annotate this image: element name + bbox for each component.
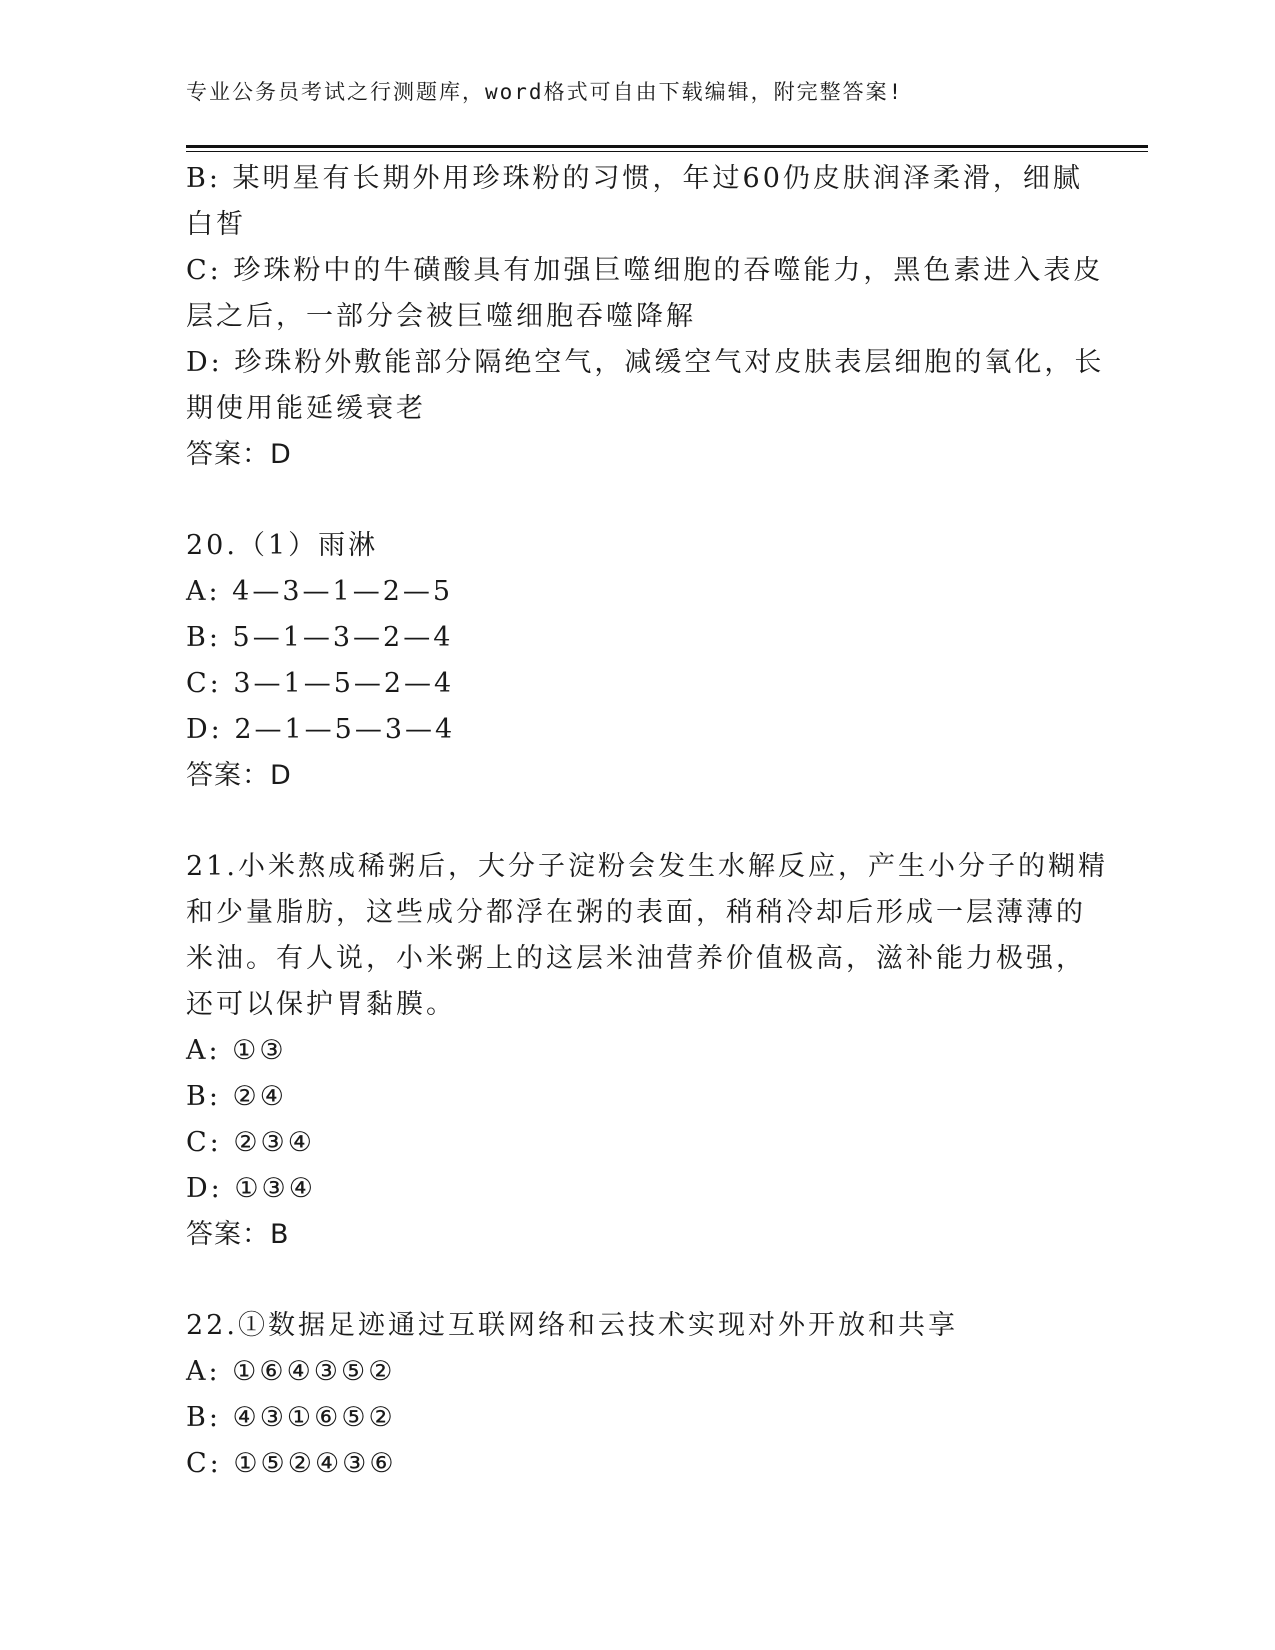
q20-answer: 答案：D (186, 760, 292, 791)
q19-option-d-line2: 期使用能延缓衰老 (186, 393, 426, 424)
spacer (186, 799, 1086, 844)
q21-option-b: B: ②④ (186, 1081, 287, 1112)
q19-option-d-line1: D: 珍珠粉外敷能部分隔绝空气，减缓空气对皮肤表层细胞的氧化，长 (186, 347, 1105, 378)
q21-answer: 答案：B (186, 1219, 290, 1250)
q19-option-c-line1: C: 珍珠粉中的牛磺酸具有加强巨噬细胞的吞噬能力，黑色素进入表皮 (186, 255, 1104, 286)
q22-option-b: B: ④③①⑥⑤② (186, 1402, 396, 1433)
header-rule-thin (186, 151, 1148, 152)
q21-stem-line1: 21.小米熬成稀粥后，大分子淀粉会发生水解反应，产生小分子的糊精 (186, 851, 1108, 882)
q20-option-d: D: 2—1—5—3—4 (186, 714, 456, 745)
q19-option-c-line2: 层之后，一部分会被巨噬细胞吞噬降解 (186, 301, 696, 332)
q20-option-a: A: 4—3—1—2—5 (186, 576, 454, 607)
q20-option-c: C: 3—1—5—2—4 (186, 668, 455, 699)
q21-option-c: C: ②③④ (186, 1127, 315, 1158)
q21-stem-line4: 还可以保护胃黏膜。 (186, 989, 456, 1020)
q22-option-a: A: ①⑥④③⑤② (186, 1356, 396, 1387)
q20-stem: 20.（1）雨淋 (186, 530, 379, 561)
q21-option-d: D: ①③④ (186, 1173, 316, 1204)
question-content (186, 156, 1108, 1487)
q21-stem-line3: 米油。有人说，小米粥上的这层米油营养价值极高，滋补能力极强， (186, 943, 1086, 974)
page-header: 专业公务员考试之行测题库，word格式可自由下载编辑，附完整答案! (186, 80, 904, 104)
spacer (186, 478, 1086, 523)
header-rule-thick (186, 145, 1148, 148)
q19-option-b-line1: B: 某明星有长期外用珍珠粉的习惯，年过60仍皮肤润泽柔滑，细腻 (186, 163, 1083, 194)
q20-option-b: B: 5—1—3—2—4 (186, 622, 454, 653)
spacer (186, 1258, 1086, 1303)
q19-option-b-line2: 白皙 (186, 209, 246, 240)
q22-stem: 22.①数据足迹通过互联网络和云技术实现对外开放和共享 (186, 1310, 958, 1341)
q21-option-a: A: ①③ (186, 1035, 287, 1066)
q22-option-c: C: ①⑤②④③⑥ (186, 1448, 397, 1479)
q19-answer: 答案：D (186, 439, 292, 470)
q21-stem-line2: 和少量脂肪，这些成分都浮在粥的表面，稍稍冷却后形成一层薄薄的 (186, 897, 1086, 928)
